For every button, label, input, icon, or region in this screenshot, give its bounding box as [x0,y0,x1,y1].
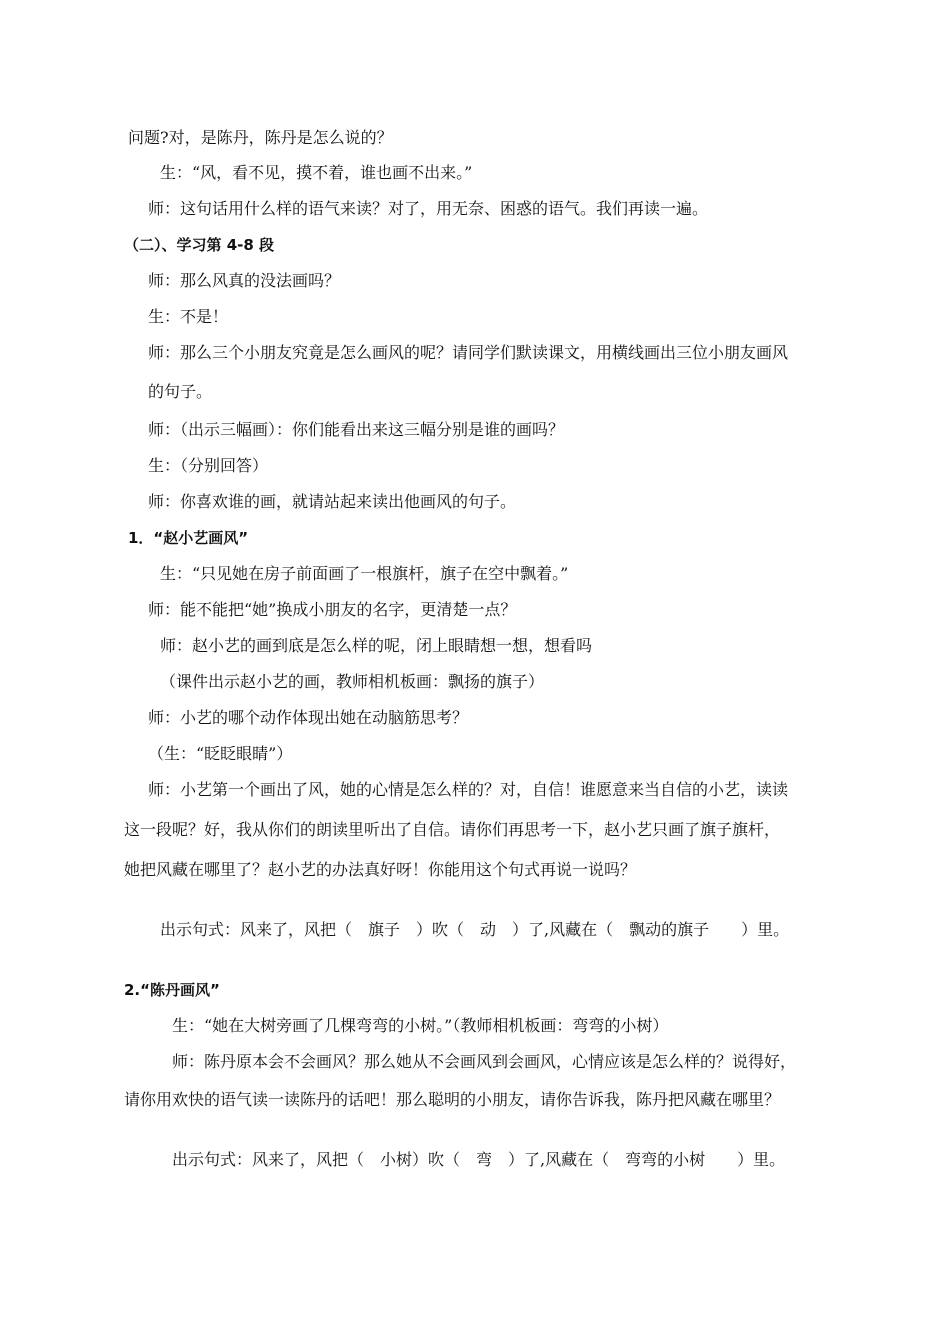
text-line: 师：能不能把“她”换成小朋友的名字，更清楚一点？ [148,600,517,619]
text-line: 生：不是！ [148,307,229,326]
text-line: 请你用欢快的语气读一读陈丹的话吧！那么聪明的小朋友，请你告诉我，陈丹把风藏在哪里？ [124,1090,781,1109]
text-line: 师：陈丹原本会不会画风？那么她从不会画风到会画风，心情应该是怎么样的？说得好， [172,1052,797,1071]
text-line: 师：这句话用什么样的语气来读？对了，用无奈、困惑的语气。我们再读一遍。 [148,199,709,218]
sentence-pattern: 出示句式：风来了，风把（ 旗子 ）吹（ 动 ）了,风藏在（ 飘动的旗子 ）里。 [160,920,790,939]
text-line: 的句子。 [148,382,213,401]
text-line: 这一段呢？好，我从你们的朗读里听出了自信。请你们再思考一下，赵小艺只画了旗子旗杆， [124,820,781,839]
section-heading: （二）、学习第 4-8 段 [124,236,275,254]
text-line: 生：（分别回答） [148,456,269,475]
text-line: 生：“她在大树旁画了几棵弯弯的小树。”（教师相机板画：弯弯的小树） [172,1016,669,1035]
text-line: （课件出示赵小艺的画，教师相机板画：飘扬的旗子） [160,672,545,691]
text-line: 她把风藏在哪里了？赵小艺的办法真好呀！你能用这个句式再说一说吗？ [124,860,637,879]
sentence-pattern: 出示句式：风来了，风把（ 小树）吹（ 弯 ）了,风藏在（ 弯弯的小树 ）里。 [172,1150,786,1169]
subsection-heading: 1．“赵小艺画风” [128,529,249,547]
subsection-heading: 2.“陈丹画风” [124,981,220,999]
text-line: 师：（出示三幅画）：你们能看出来这三幅分别是谁的画吗？ [148,420,565,439]
text-line: 生：“风，看不见，摸不着，谁也画不出来。” [160,163,473,182]
text-line: 师：小艺第一个画出了风，她的心情是怎么样的？对，自信！谁愿意来当自信的小艺，读读 [148,780,789,799]
text-line: 生：“只见她在房子前面画了一根旗杆，旗子在空中飘着。” [160,564,569,583]
text-line: 师：赵小艺的画到底是怎么样的呢，闭上眼睛想一想，想看吗 [160,636,593,655]
text-line: 师：小艺的哪个动作体现出她在动脑筋思考？ [148,708,469,727]
text-line: （生：“眨眨眼睛”） [148,744,293,763]
text-line: 师：那么风真的没法画吗？ [148,271,341,290]
text-line: 师：那么三个小朋友究竟是怎么画风的呢？请同学们默读课文，用横线画出三位小朋友画风 [148,343,789,362]
text-line: 师：你喜欢谁的画，就请站起来读出他画风的句子。 [148,492,517,511]
text-line: 问题?对，是陈丹，陈丹是怎么说的？ [128,128,393,147]
